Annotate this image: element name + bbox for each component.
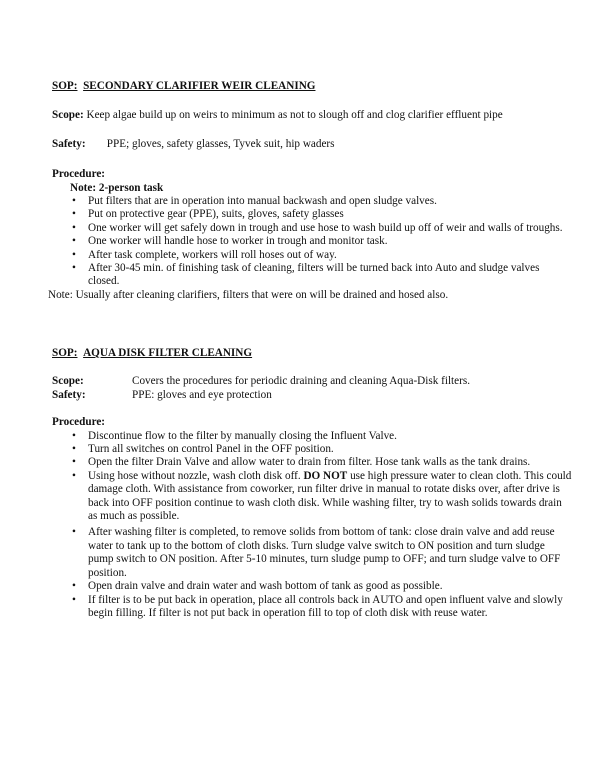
sop-title: SECONDARY CLARIFIER WEIR CLEANING xyxy=(83,80,316,92)
scope-row xyxy=(52,109,572,122)
sop-title: AQUA DISK FILTER CLEANING xyxy=(83,347,253,359)
footer-note: Note: Usually after cleaning clarifiers, filters that were on will be drained and hosed also. xyxy=(48,288,449,301)
list-item: • After task complete, workers will roll hoses out of way. xyxy=(69,249,572,262)
list-item: • Put filters that are in operation into manual backwash and open sludge valves. xyxy=(69,195,572,208)
safety-label: Safety: xyxy=(52,388,86,401)
do-not-emphasis: DO NOT xyxy=(303,469,348,482)
list-item: • One worker will handle hose to worker in trough and monitor task. xyxy=(69,235,572,248)
section-title xyxy=(52,80,572,93)
safety-text: PPE; gloves, safety glasses, Tyvek suit, hip waders xyxy=(106,137,335,150)
safety-text: PPE: gloves and eye protection xyxy=(132,388,272,401)
sop-section-weir-cleaning xyxy=(48,80,572,302)
safety-row xyxy=(52,138,572,151)
list-item: • Turn all switches on control Panel in the OFF position. xyxy=(69,443,572,456)
safety-label: Safety: xyxy=(52,137,86,150)
sop-label: SOP: xyxy=(52,347,78,359)
list-item: • If filter is to be put back in operation, place all controls back in AUTO and open influent valve and slowly begin filling. If filter is not put back in operation fill to top of cloth disk with reuse water. xyxy=(69,594,572,621)
procedure-heading: Procedure: xyxy=(52,168,106,181)
scope-safety-block xyxy=(52,375,572,402)
list-item: • One worker will get safely down in trough and use hose to wash build up off of weir and walls of troughs. xyxy=(69,222,572,235)
step-text: use high pressure water to clean cloth. This could damage cloth. With assistance from coworker, run filter drive in manual to rotate disks over, after drive is back into OFF position continue to wash cloth disk. While washing filter, try to wash solids towards drain as much as possible. xyxy=(88,469,572,523)
list-item xyxy=(69,470,572,524)
list-item: • Put on protective gear (PPE), suits, gloves, safety glasses xyxy=(69,208,572,221)
scope-label: Scope: xyxy=(52,109,84,122)
step-text: Using hose without nozzle, wash cloth disk off. xyxy=(88,469,304,482)
scope-label: Scope: xyxy=(52,375,84,388)
procedure-list xyxy=(52,195,572,289)
scope-text: Keep algae build up on weirs to minimum as not to slough off and clog clarifier effluent pipe xyxy=(86,109,503,122)
procedure-heading: Procedure: xyxy=(52,416,106,429)
sop-label: SOP: xyxy=(52,80,78,92)
list-item: • After washing filter is completed, to remove solids from bottom of tank: close drain valve and add reuse water to tank up to the bottom of cloth disks. Turn sludge valve switch to ON position and turn sludge pump switch to ON position. After 5-10 minutes, turn sludge pump to OFF; and turn sludge valve to OFF position. xyxy=(69,526,572,580)
list-item: • After 30-45 min. of finishing task of cleaning, filters will be turned back into Auto and sludge valves closed. xyxy=(69,262,572,289)
section-title xyxy=(52,347,572,360)
two-person-note: Note: 2-person task xyxy=(70,181,164,194)
list-item: • Open the filter Drain Valve and allow water to drain from filter. Hose tank walls as the tank drains. xyxy=(69,456,572,469)
scope-text: Covers the procedures for periodic draining and cleaning Aqua-Disk filters. xyxy=(132,375,471,388)
procedure-list xyxy=(52,430,572,621)
list-item: • Discontinue flow to the filter by manually closing the Influent Valve. xyxy=(69,430,572,443)
sop-section-aqua-disk xyxy=(52,347,572,620)
list-item: • Open drain valve and drain water and wash bottom of tank as good as possible. xyxy=(69,580,572,593)
